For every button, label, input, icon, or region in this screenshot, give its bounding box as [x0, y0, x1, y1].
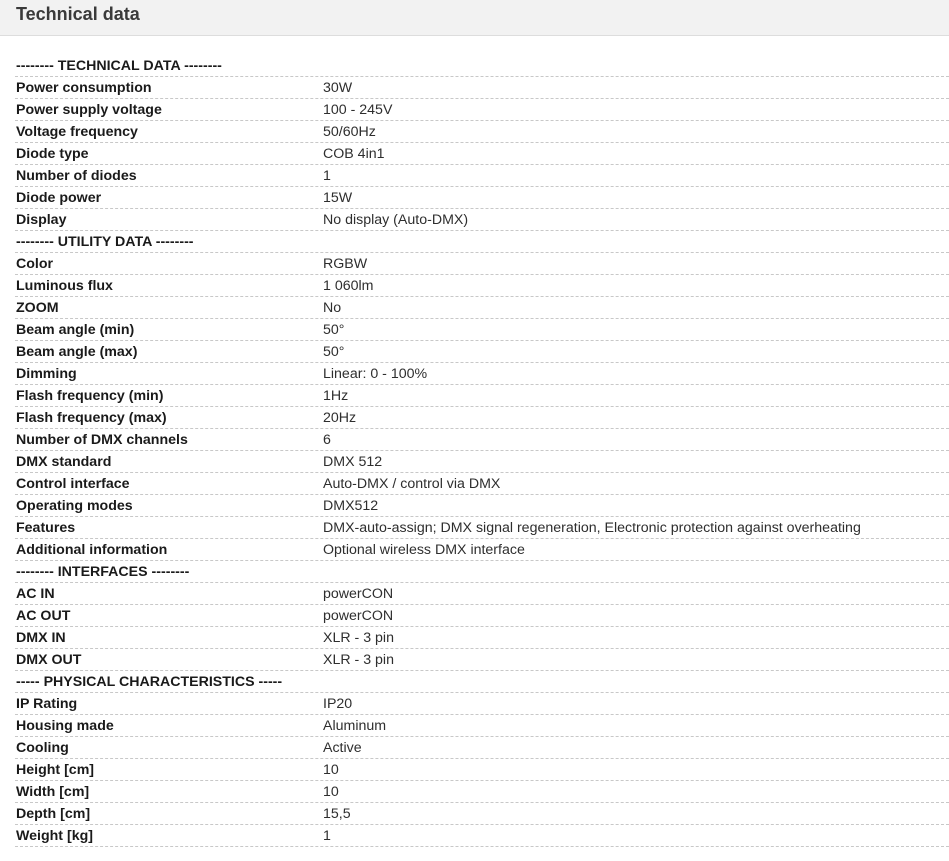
- spec-key: AC IN: [16, 585, 55, 602]
- spec-value: DMX 512: [323, 453, 383, 470]
- spec-key: Operating modes: [16, 497, 133, 514]
- spec-row: [15, 495, 949, 517]
- spec-value: 1Hz: [323, 387, 349, 404]
- spec-row: [15, 275, 949, 297]
- spec-key: Control interface: [16, 475, 130, 492]
- spec-row: [15, 77, 949, 99]
- spec-key: Width [cm]: [16, 783, 90, 800]
- section-heading-row: [15, 671, 949, 693]
- spec-key: Voltage frequency: [16, 123, 138, 140]
- spec-row: [15, 143, 949, 165]
- spec-key: Display: [16, 211, 67, 228]
- spec-value: Linear: 0 - 100%: [323, 365, 428, 382]
- spec-key: Luminous flux: [16, 277, 113, 294]
- spec-value: 30W: [323, 79, 353, 96]
- spec-row: [15, 605, 949, 627]
- spec-value: 6: [323, 431, 331, 448]
- spec-row: [15, 517, 949, 539]
- spec-key: Dimming: [16, 365, 77, 382]
- spec-value: 1: [323, 167, 331, 184]
- spec-row: [15, 165, 949, 187]
- spec-value: 15,5: [323, 805, 351, 822]
- section-heading-row: [15, 55, 949, 77]
- spec-key: Power supply voltage: [16, 101, 162, 118]
- spec-value: Optional wireless DMX interface: [323, 541, 525, 558]
- spec-value: COB 4in1: [323, 145, 385, 162]
- section-heading-label: -------- TECHNICAL DATA --------: [16, 57, 222, 74]
- spec-key: Color: [16, 255, 54, 272]
- spec-value: 50°: [323, 343, 345, 360]
- spec-row: [15, 539, 949, 561]
- spec-row: [15, 363, 949, 385]
- spec-row: [15, 781, 949, 803]
- spec-value: Active: [323, 739, 362, 756]
- spec-key: Flash frequency (max): [16, 409, 167, 426]
- spec-row: [15, 209, 949, 231]
- section-header: [0, 0, 949, 36]
- spec-value: 100 - 245V: [323, 101, 393, 118]
- spec-key: Housing made: [16, 717, 114, 734]
- spec-key: DMX standard: [16, 453, 112, 470]
- spec-key: Diode type: [16, 145, 89, 162]
- spec-row: [15, 187, 949, 209]
- spec-key: Beam angle (min): [16, 321, 135, 338]
- spec-key: Flash frequency (min): [16, 387, 164, 404]
- spec-key: IP Rating: [16, 695, 78, 712]
- spec-value: 20Hz: [323, 409, 357, 426]
- spec-row: [15, 693, 949, 715]
- spec-row: [15, 759, 949, 781]
- spec-value: 15W: [323, 189, 353, 206]
- spec-key: DMX IN: [16, 629, 66, 646]
- spec-key: Height [cm]: [16, 761, 95, 778]
- spec-value: 10: [323, 783, 339, 800]
- spec-value: 1 060lm: [323, 277, 374, 294]
- spec-row: [15, 99, 949, 121]
- spec-value: powerCON: [323, 585, 394, 602]
- spec-value: 1: [323, 827, 331, 844]
- spec-value: 10: [323, 761, 339, 778]
- spec-key: AC OUT: [16, 607, 71, 624]
- spec-row: [15, 121, 949, 143]
- spec-key: Beam angle (max): [16, 343, 138, 360]
- spec-key: Power consumption: [16, 79, 152, 96]
- spec-row: [15, 737, 949, 759]
- spec-row: [15, 583, 949, 605]
- spec-value: No display (Auto-DMX): [323, 211, 469, 228]
- spec-row: [15, 803, 949, 825]
- spec-value: DMX-auto-assign; DMX signal regeneration, Electronic protection against overheating: [323, 519, 861, 536]
- spec-value: XLR - 3 pin: [323, 629, 394, 646]
- spec-key: Diode power: [16, 189, 102, 206]
- spec-row: [15, 341, 949, 363]
- spec-key: Depth [cm]: [16, 805, 91, 822]
- spec-key: Weight [kg]: [16, 827, 93, 844]
- spec-key: Cooling: [16, 739, 69, 756]
- spec-key: Features: [16, 519, 76, 536]
- spec-value: Aluminum: [323, 717, 387, 734]
- spec-value: DMX512: [323, 497, 379, 514]
- section-heading-label: -------- UTILITY DATA --------: [16, 233, 194, 250]
- spec-key: ZOOM: [16, 299, 59, 316]
- spec-key: Number of diodes: [16, 167, 137, 184]
- spec-row: [15, 253, 949, 275]
- spec-row: [15, 319, 949, 341]
- spec-value: 50°: [323, 321, 345, 338]
- spec-row: [15, 715, 949, 737]
- spec-value: No: [323, 299, 342, 316]
- section-heading-row: [15, 561, 949, 583]
- section-heading-label: ----- PHYSICAL CHARACTERISTICS -----: [16, 673, 283, 690]
- spec-row: [15, 429, 949, 451]
- spec-key: Number of DMX channels: [16, 431, 188, 448]
- spec-row: [15, 825, 949, 847]
- spec-row: [15, 473, 949, 495]
- spec-key: DMX OUT: [16, 651, 82, 668]
- spec-row: [15, 385, 949, 407]
- spec-row: [15, 407, 949, 429]
- spec-value: powerCON: [323, 607, 394, 624]
- section-title: Technical data: [16, 4, 140, 24]
- spec-value: RGBW: [323, 255, 368, 272]
- spec-value: Auto-DMX / control via DMX: [323, 475, 501, 492]
- spec-table: [15, 55, 949, 847]
- spec-value: XLR - 3 pin: [323, 651, 394, 668]
- spec-value: 50/60Hz: [323, 123, 376, 140]
- spec-row: [15, 297, 949, 319]
- spec-row: [15, 451, 949, 473]
- spec-value: IP20: [323, 695, 353, 712]
- spec-row: [15, 649, 949, 671]
- section-heading-label: -------- INTERFACES --------: [16, 563, 190, 580]
- spec-key: Additional information: [16, 541, 168, 558]
- section-heading-row: [15, 231, 949, 253]
- spec-row: [15, 627, 949, 649]
